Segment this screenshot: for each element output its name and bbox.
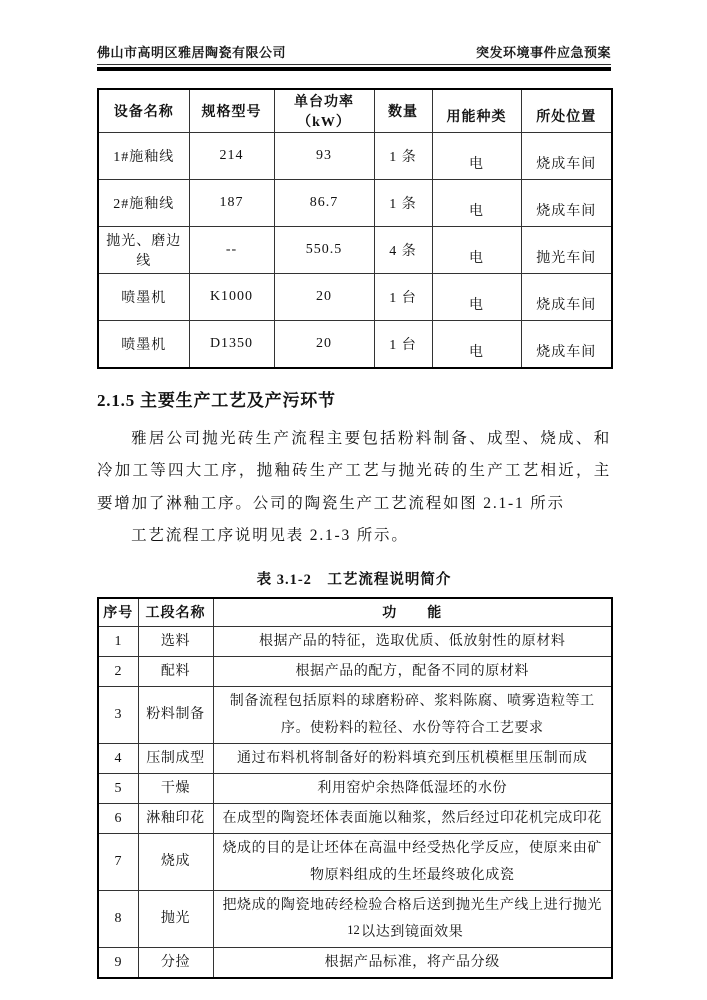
table-row [98,132,612,179]
cell-location: 烧成车间 [521,320,612,368]
process-table-header-row [98,598,612,627]
cell-function: 根据产品标准，将产品分级 [213,947,612,978]
col-header-device-name: 设备名称 [98,89,189,133]
cell-energy-type: 电 [432,132,521,179]
cell-spec-model: 214 [189,132,274,179]
cell-stage-name: 分捡 [138,947,213,978]
cell-energy-type: 电 [432,226,521,273]
page-content [97,0,611,979]
cell-quantity: 4 条 [374,226,432,273]
cell-unit-power: 86.7 [274,179,374,226]
table-row [98,947,612,978]
cell-stage-name: 配料 [138,656,213,686]
cell-device-name: 抛光、磨边线 [98,226,189,273]
equipment-table-header-row [98,89,612,133]
cell-unit-power: 93 [274,132,374,179]
cell-stage-name: 压制成型 [138,743,213,773]
header-rule-thin [97,64,611,65]
col-header-quantity: 数量 [374,89,432,133]
cell-stage-name: 选料 [138,626,213,656]
header-document-title: 突发环境事件应急预案 [475,45,611,60]
cell-device-name: 喷墨机 [98,273,189,320]
table-row [98,226,612,273]
cell-seq-no: 1 [98,626,138,656]
cell-location: 烧成车间 [521,273,612,320]
section-heading: 2.1.5 主要生产工艺及产污环节 [97,390,336,410]
cell-quantity: 1 条 [374,132,432,179]
cell-stage-name: 干燥 [138,773,213,803]
cell-device-name: 2#施釉线 [98,179,189,226]
col-header-function: 功 能 [213,598,612,627]
process-table [97,597,613,979]
cell-spec-model: 187 [189,179,274,226]
header-rule-thick [97,67,611,71]
body-paragraph: 工艺流程工序说明见表 2.1-3 所示。 [131,527,409,544]
table-row [98,890,612,947]
cell-location: 烧成车间 [521,179,612,226]
cell-quantity: 1 台 [374,273,432,320]
col-header-energy-type: 用能种类 [432,89,521,133]
cell-seq-no: 8 [98,890,138,947]
cell-seq-no: 3 [98,686,138,743]
cell-quantity: 1 台 [374,320,432,368]
col-header-seq-no: 序号 [98,598,138,627]
cell-seq-no: 9 [98,947,138,978]
cell-function: 利用窑炉余热降低湿坯的水份 [213,773,612,803]
cell-unit-power: 20 [274,273,374,320]
cell-function: 烧成的目的是让坯体在高温中经受热化学反应，使原来由矿物原料组成的生坯最终玻化成瓷 [213,833,612,890]
cell-function: 根据产品的特征，选取优质、低放射性的原材料 [213,626,612,656]
cell-function: 在成型的陶瓷坯体表面施以釉浆，然后经过印花机完成印花 [213,803,612,833]
table-row [98,686,612,743]
table-row [98,773,612,803]
cell-function: 把烧成的陶瓷地砖经检验合格后送到抛光生产线上进行抛光以达到镜面效果 [213,890,612,947]
cell-unit-power: 550.5 [274,226,374,273]
cell-unit-power: 20 [274,320,374,368]
cell-function: 制备流程包括原料的球磨粉碎、浆料陈腐、喷雾造粒等工序。使粉料的粒径、水份等符合工艺要求 [213,686,612,743]
cell-device-name: 喷墨机 [98,320,189,368]
table-row [98,743,612,773]
cell-stage-name: 烧成 [138,833,213,890]
cell-seq-no: 4 [98,743,138,773]
table-row [98,320,612,368]
cell-spec-model: D1350 [189,320,274,368]
cell-energy-type: 电 [432,320,521,368]
table-row [98,273,612,320]
cell-seq-no: 5 [98,773,138,803]
cell-device-name: 1#施釉线 [98,132,189,179]
page-number: 12 [347,923,360,937]
cell-function: 通过布料机将制备好的粉料填充到压机模框里压制而成 [213,743,612,773]
cell-energy-type: 电 [432,179,521,226]
table-row [98,656,612,686]
table-row [98,803,612,833]
cell-seq-no: 6 [98,803,138,833]
cell-energy-type: 电 [432,273,521,320]
cell-location: 抛光车间 [521,226,612,273]
equipment-table [97,88,613,369]
col-header-spec-model: 规格型号 [189,89,274,133]
running-header [97,0,611,61]
table-row [98,179,612,226]
cell-function: 根据产品的配方，配备不同的原材料 [213,656,612,686]
table-row [98,833,612,890]
cell-stage-name: 淋釉印花 [138,803,213,833]
col-header-unit-power: 单台功率（kW） [274,89,374,133]
col-header-location: 所处位置 [521,89,612,133]
body-paragraph: 雅居公司抛光砖生产流程主要包括粉料制备、成型、烧成、和冷加工等四大工序，抛釉砖生产工艺与抛光砖的生产工艺相近，主要增加了淋釉工序。公司的陶瓷生产工艺流程如图 2.1-1 所示 [97,429,611,512]
cell-spec-model: -- [189,226,274,273]
cell-location: 烧成车间 [521,132,612,179]
cell-quantity: 1 条 [374,179,432,226]
col-header-stage-name: 工段名称 [138,598,213,627]
process-table-caption: 表 3.1-2 工艺流程说明简介 [256,571,452,588]
cell-seq-no: 7 [98,833,138,890]
cell-stage-name: 抛光 [138,890,213,947]
cell-stage-name: 粉料制备 [138,686,213,743]
cell-spec-model: K1000 [189,273,274,320]
header-company-name: 佛山市高明区雅居陶瓷有限公司 [97,45,287,60]
cell-seq-no: 2 [98,656,138,686]
table-row [98,626,612,656]
